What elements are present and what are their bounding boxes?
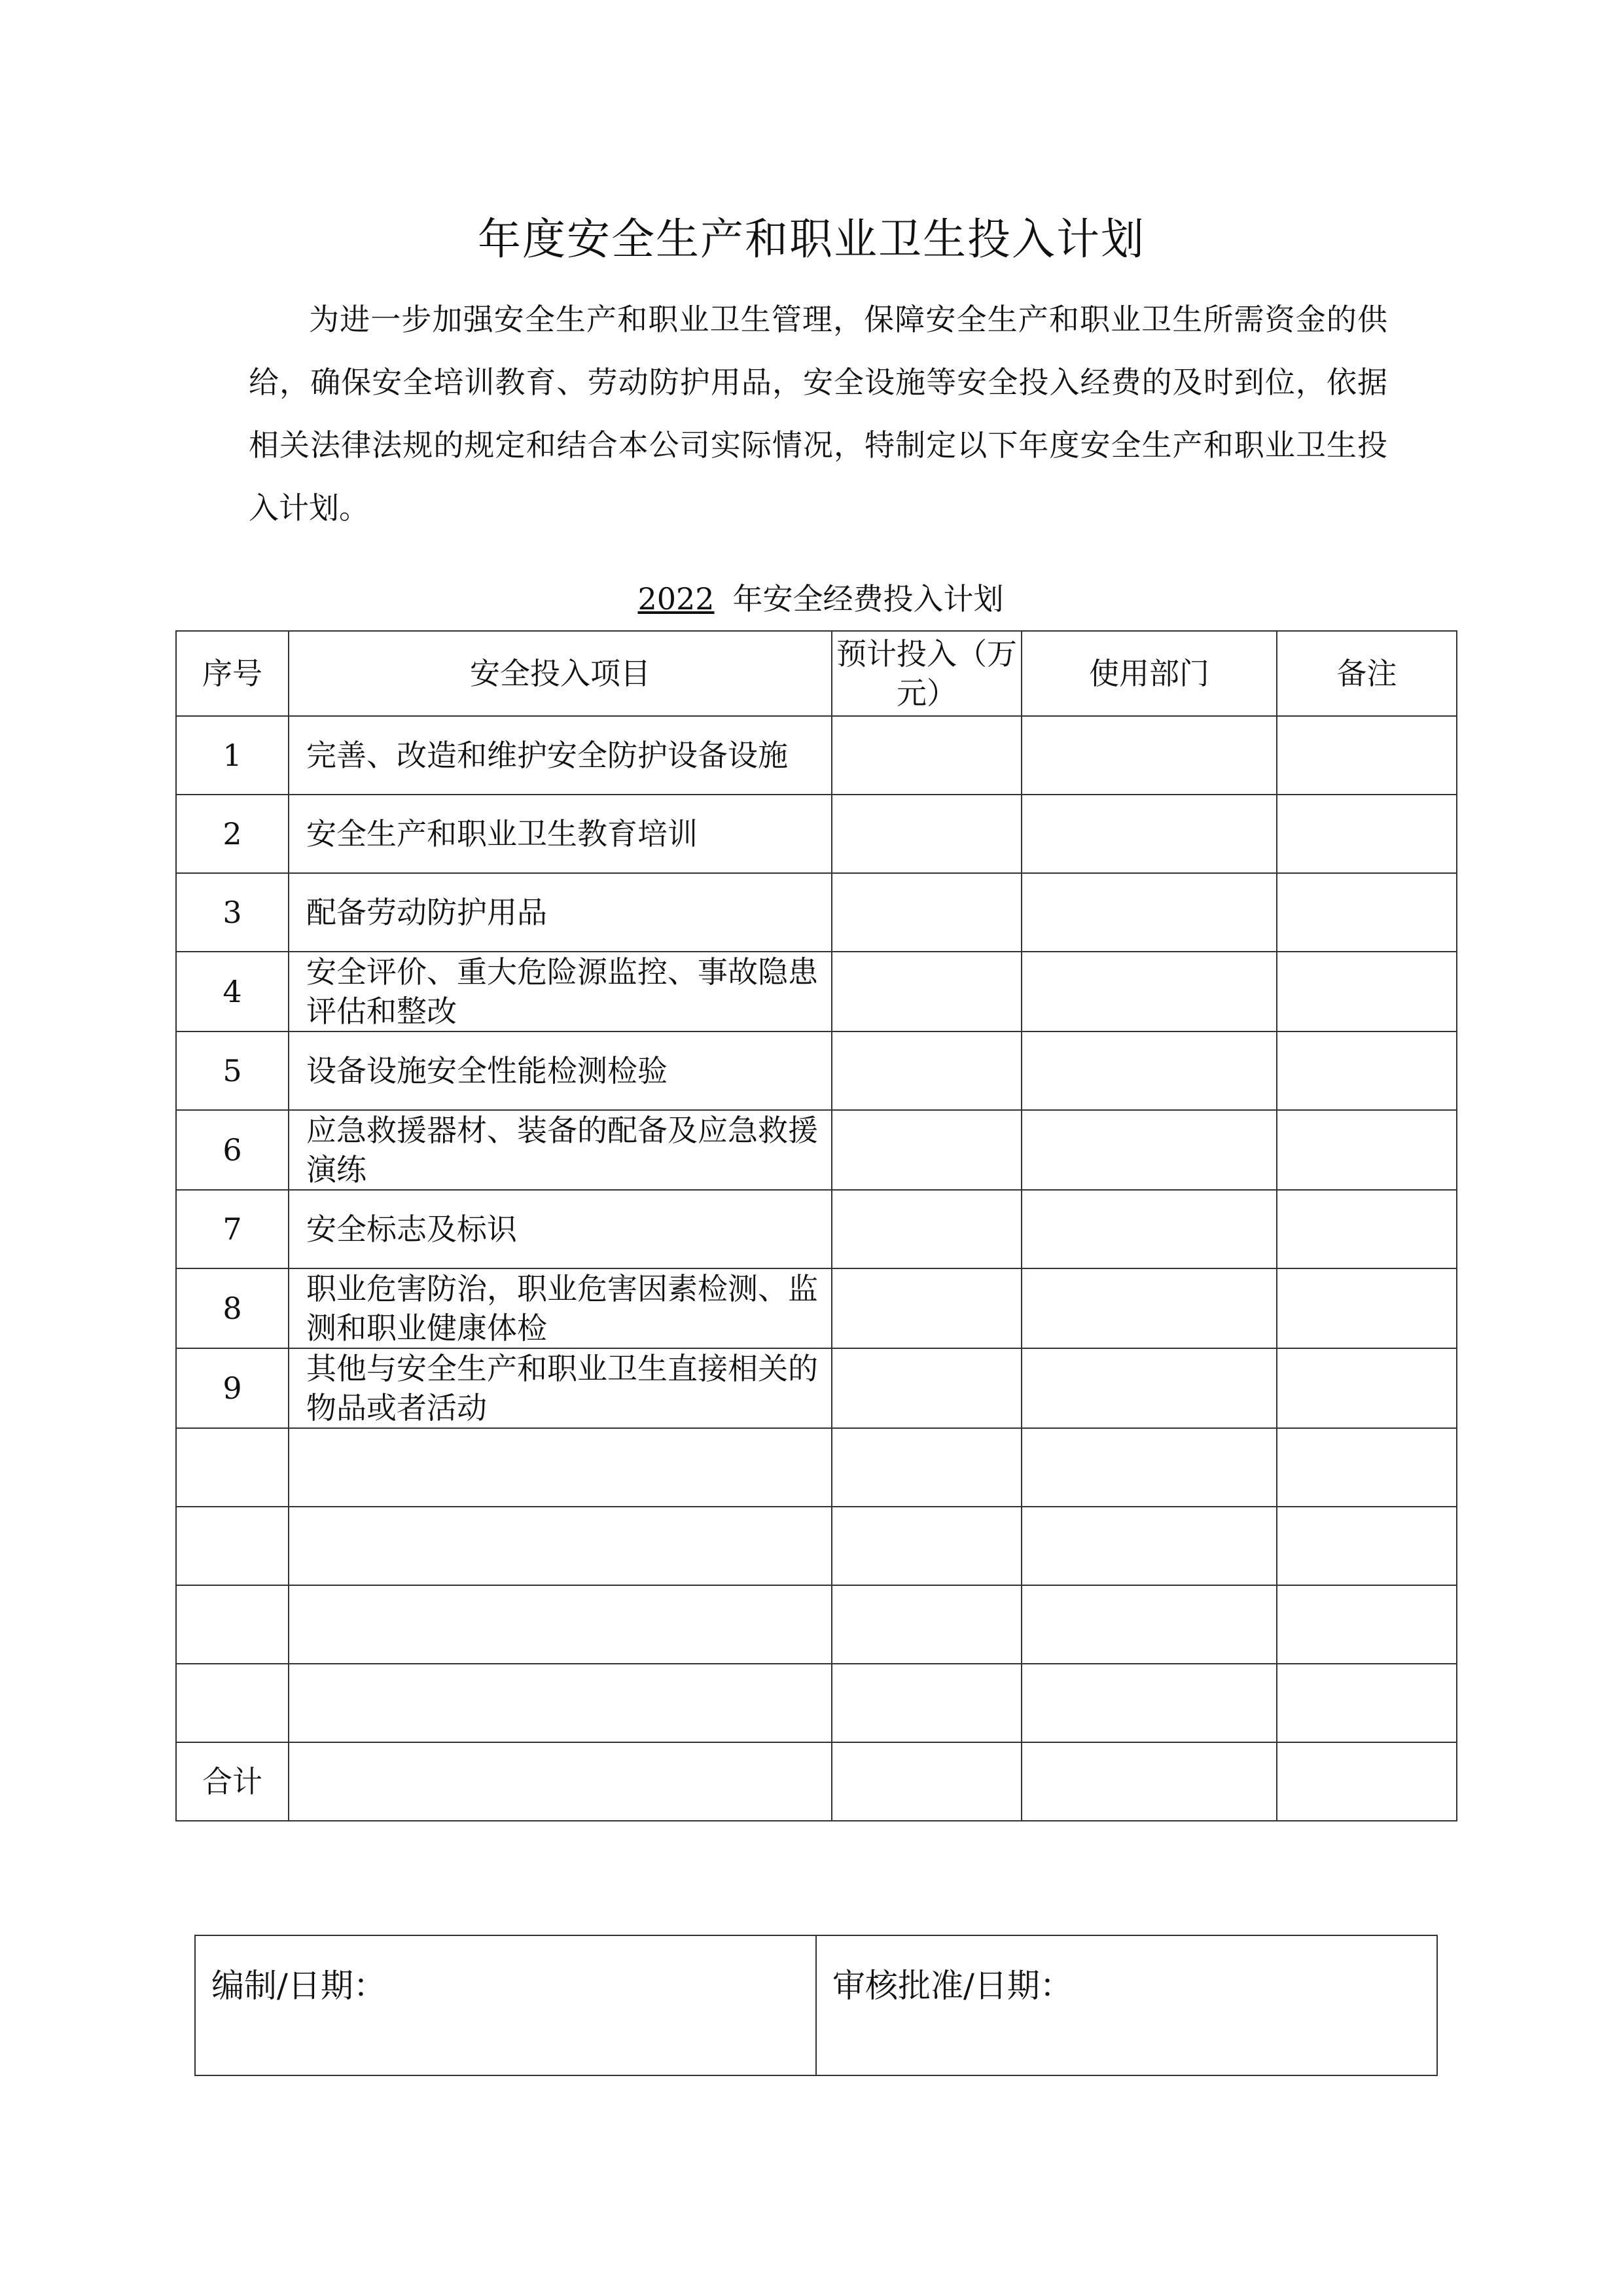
row-num: 8 (176, 1268, 289, 1348)
row-dept[interactable] (1022, 795, 1277, 873)
table-caption (0, 576, 1623, 622)
row-dept[interactable] (1022, 1348, 1277, 1428)
table-row (176, 952, 1457, 1031)
row-remark[interactable] (1277, 795, 1457, 873)
row-dept[interactable] (1022, 1507, 1277, 1585)
row-item: 安全标志及标识 (289, 1190, 832, 1268)
row-num (176, 1664, 289, 1742)
table-row (176, 1507, 1457, 1585)
total-row (176, 1742, 1457, 1821)
row-budget[interactable] (832, 1664, 1022, 1742)
row-budget[interactable] (832, 1190, 1022, 1268)
row-dept[interactable] (1022, 1664, 1277, 1742)
total-item[interactable] (289, 1742, 832, 1821)
row-remark[interactable] (1277, 1031, 1457, 1110)
row-dept[interactable] (1022, 1585, 1277, 1664)
row-budget[interactable] (832, 952, 1022, 1031)
row-num: 5 (176, 1031, 289, 1110)
table-row (176, 1110, 1457, 1190)
row-budget[interactable] (832, 873, 1022, 952)
row-dept[interactable] (1022, 1031, 1277, 1110)
row-budget[interactable] (832, 1031, 1022, 1110)
caption-text: 年安全经费投入计划 (732, 581, 1004, 617)
row-dept[interactable] (1022, 1428, 1277, 1507)
header-num: 序号 (176, 631, 289, 716)
row-remark[interactable] (1277, 1110, 1457, 1190)
table-row (176, 1585, 1457, 1664)
approve-date-field[interactable]: 审核批准/日期： (816, 1935, 1437, 2075)
header-item: 安全投入项目 (289, 631, 832, 716)
compile-date-field[interactable]: 编制/日期： (195, 1935, 816, 2075)
row-remark[interactable] (1277, 1585, 1457, 1664)
row-budget[interactable] (832, 1268, 1022, 1348)
row-item[interactable] (289, 1664, 832, 1742)
row-dept[interactable] (1022, 952, 1277, 1031)
row-remark[interactable] (1277, 873, 1457, 952)
row-num: 7 (176, 1190, 289, 1268)
row-item: 安全评价、重大危险源监控、事故隐患评估和整改 (289, 952, 832, 1031)
row-budget[interactable] (832, 1585, 1022, 1664)
table-row (176, 1664, 1457, 1742)
row-item: 安全生产和职业卫生教育培训 (289, 795, 832, 873)
total-dept[interactable] (1022, 1742, 1277, 1821)
row-dept[interactable] (1022, 716, 1277, 795)
row-remark[interactable] (1277, 716, 1457, 795)
row-remark[interactable] (1277, 1268, 1457, 1348)
row-remark[interactable] (1277, 1507, 1457, 1585)
row-budget[interactable] (832, 1428, 1022, 1507)
row-item: 其他与安全生产和职业卫生直接相关的物品或者活动 (289, 1348, 832, 1428)
intro-paragraph: 为进一步加强安全生产和职业卫生管理，保障安全生产和职业卫生所需资金的供给，确保安全培训教育、劳动防护用品，安全设施等安全投入经费的及时到位，依据相关法律法规的规定和结合本公司实际情况，特制定以下年度安全生产和职业卫生投入计划。 (249, 302, 1387, 526)
row-item[interactable] (289, 1585, 832, 1664)
row-item: 应急救援器材、装备的配备及应急救援演练 (289, 1110, 832, 1190)
row-remark[interactable] (1277, 1664, 1457, 1742)
document-title: 年度安全生产和职业卫生投入计划 (478, 214, 1145, 264)
row-num: 9 (176, 1348, 289, 1428)
row-budget[interactable] (832, 1507, 1022, 1585)
row-budget[interactable] (832, 795, 1022, 873)
row-remark[interactable] (1277, 1348, 1457, 1428)
row-item: 配备劳动防护用品 (289, 873, 832, 952)
table-header-row (176, 631, 1457, 716)
header-remark: 备注 (1277, 631, 1457, 716)
table-row (176, 716, 1457, 795)
table-row (176, 1190, 1457, 1268)
row-budget[interactable] (832, 1348, 1022, 1428)
row-item: 职业危害防治，职业危害因素检测、监测和职业健康体检 (289, 1268, 832, 1348)
table-row (176, 1348, 1457, 1428)
caption-year: 2022 (637, 581, 715, 617)
row-item: 设备设施安全性能检测检验 (289, 1031, 832, 1110)
total-label: 合计 (176, 1742, 289, 1821)
row-budget[interactable] (832, 716, 1022, 795)
row-item[interactable] (289, 1428, 832, 1507)
row-num: 4 (176, 952, 289, 1031)
row-dept[interactable] (1022, 1268, 1277, 1348)
row-budget[interactable] (832, 1110, 1022, 1190)
total-remark[interactable] (1277, 1742, 1457, 1821)
row-dept[interactable] (1022, 873, 1277, 952)
header-dept: 使用部门 (1022, 631, 1277, 716)
row-item: 完善、改造和维护安全防护设备设施 (289, 716, 832, 795)
row-num (176, 1507, 289, 1585)
total-budget[interactable] (832, 1742, 1022, 1821)
row-item[interactable] (289, 1507, 832, 1585)
header-budget: 预计投入（万元） (832, 631, 1022, 716)
row-num: 2 (176, 795, 289, 873)
row-remark[interactable] (1277, 1190, 1457, 1268)
table-row (176, 795, 1457, 873)
signature-table (194, 1935, 1438, 2076)
row-dept[interactable] (1022, 1110, 1277, 1190)
table-row (176, 1268, 1457, 1348)
row-remark[interactable] (1277, 952, 1457, 1031)
row-num (176, 1585, 289, 1664)
table-row (176, 1428, 1457, 1507)
investment-plan-table (175, 630, 1457, 1821)
row-dept[interactable] (1022, 1190, 1277, 1268)
table-row (176, 1031, 1457, 1110)
row-remark[interactable] (1277, 1428, 1457, 1507)
row-num (176, 1428, 289, 1507)
row-num: 6 (176, 1110, 289, 1190)
table-row (176, 873, 1457, 952)
row-num: 1 (176, 716, 289, 795)
row-num: 3 (176, 873, 289, 952)
